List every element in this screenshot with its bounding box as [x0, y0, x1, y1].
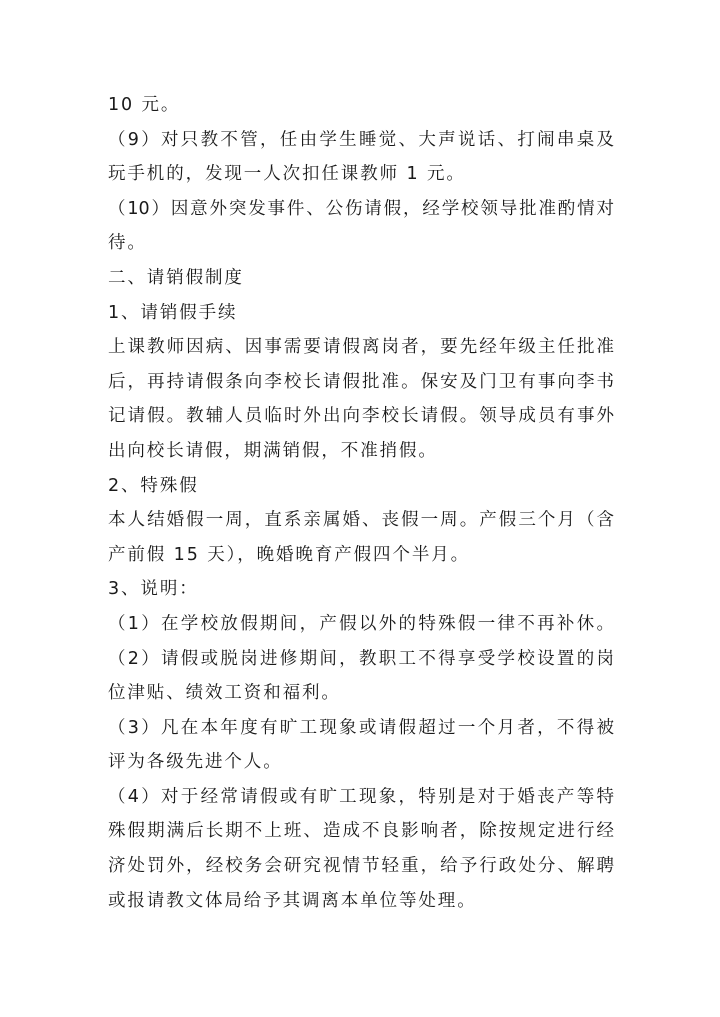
text-line: 玩手机的，发现一人次扣任课教师 1 元。: [108, 164, 466, 185]
text-line: 或报请教文体局给予其调离本单位等处理。: [108, 890, 477, 911]
text-line: （10）因意外突发事件、公伤请假，经学校领导批准酌情对: [108, 198, 614, 219]
text-line: 10 元。: [108, 95, 181, 115]
text-line: 本人结婚假一周，直系亲属婚、丧假一周。产假三个月（含: [108, 510, 614, 531]
text-line: （3）凡在本年度有旷工现象或请假超过一个月者，不得被: [108, 717, 614, 738]
text-line: 后，再持请假条向李校长请假批准。保安及门卫有事向李书: [108, 371, 614, 392]
subsection-heading: 1、请销假手续: [108, 302, 238, 323]
subsection-heading: 2、特殊假: [108, 475, 199, 496]
document-body: [108, 88, 614, 918]
text-line: （1）在学校放假期间，产假以外的特殊假一律不再补休。: [108, 613, 614, 634]
text-line: 出向校长请假，期满销假，不准捎假。: [108, 440, 438, 461]
text-line: （4）对于经常请假或有旷工现象，特别是对于婚丧产等特: [108, 786, 614, 807]
text-line: 待。: [108, 233, 147, 254]
section-heading: 二、请销假制度: [108, 267, 244, 288]
text-line: 产前假 15 天），晚婚晚育产假四个半月。: [108, 544, 471, 565]
subsection-heading: 3、说明：: [108, 579, 199, 600]
text-line: 位津贴、绩效工资和福利。: [108, 683, 341, 704]
text-line: （9）对只教不管，任由学生睡觉、大声说话、打闹串桌及: [108, 129, 614, 150]
text-line: 殊假期满后长期不上班、造成不良影响者，除按规定进行经: [108, 821, 614, 842]
text-line: 济处罚外，经校务会研究视情节轻重，给予行政处分、解聘: [108, 856, 614, 877]
text-line: 上课教师因病、因事需要请假离岗者，要先经年级主任批准: [108, 337, 614, 358]
text-line: 评为各级先进个人。: [108, 752, 283, 773]
text-line: （2）请假或脱岗进修期间，教职工不得享受学校设置的岗: [108, 648, 614, 669]
text-line: 记请假。教辅人员临时外出向李校长请假。领导成员有事外: [108, 406, 614, 427]
